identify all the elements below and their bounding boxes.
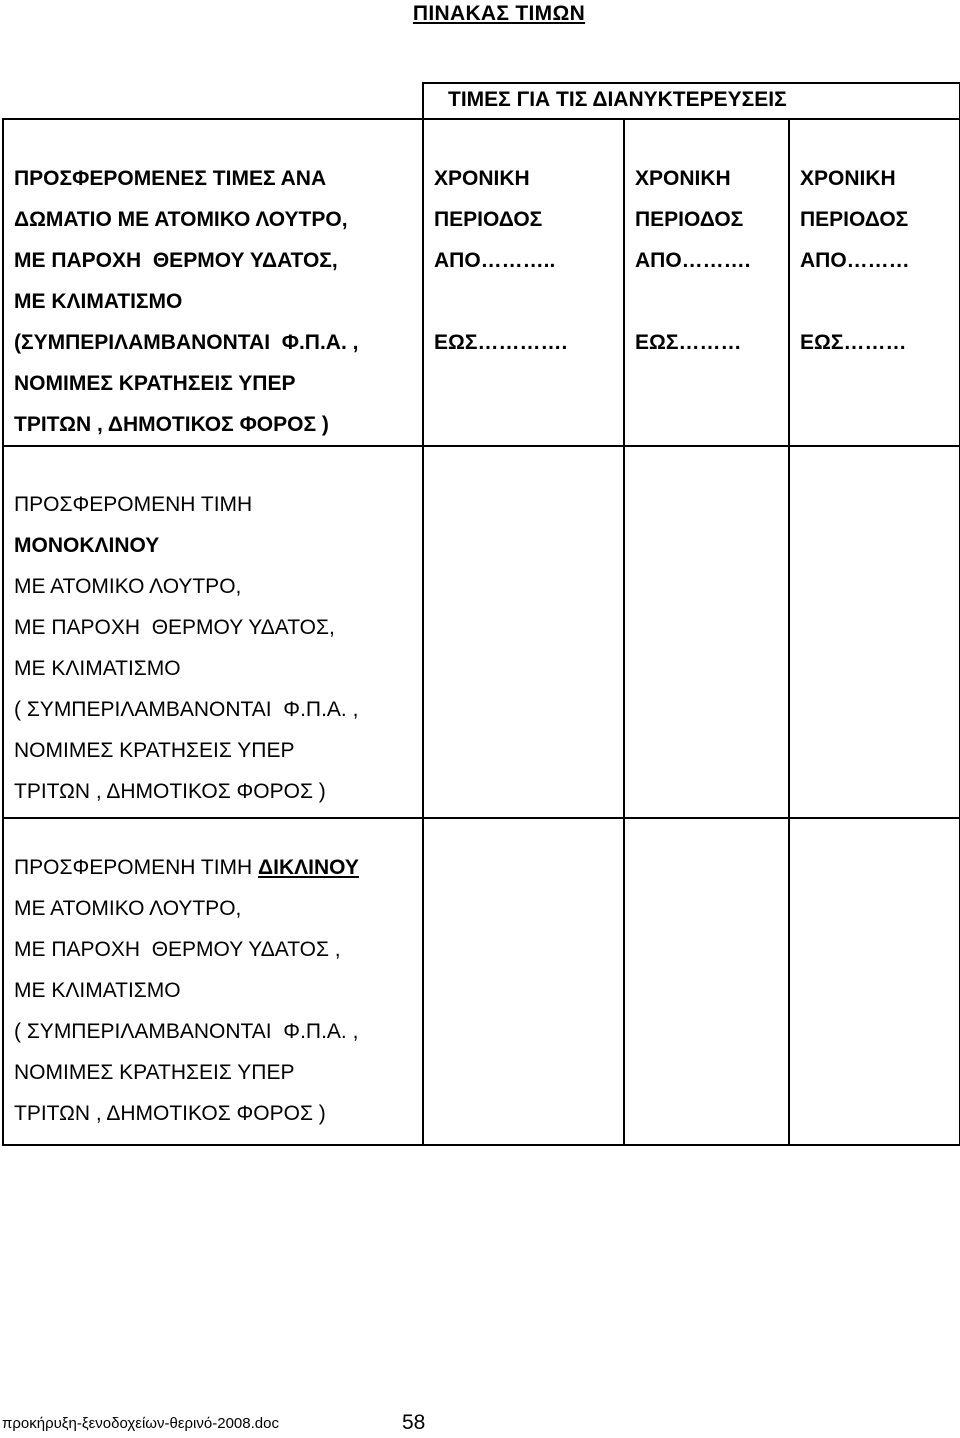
double-room-price-period-2[interactable] xyxy=(624,818,789,1145)
period-2-to: ΕΩΣ……… xyxy=(635,331,742,354)
single-room-description: ΠΡΟΣΦΕΡΟΜΕΝΗ ΤΙΜΗ ΜΟΝΟΚΛΙΝΟΥ ΜΕ ΑΤΟΜΙΚΟ ΛΟΥΤΡΟ, ΜΕ ΠΑΡΟΧΗ ΘΕΡΜΟΥ ΥΔΑΤΟΣ, ΜΕ ΚΛΙΜΑΤΙΣΜΟ ( ΣΥΜΠΕΡΙΛΑΜΒΑΝΟΝΤΑΙ Φ.Π.Α. , ΝΟΜΙΜΕΣ ΚΡΑΤΗΣΕΙΣ ΥΠΕΡ ΤΡΙΤΩΝ , ΔΗΜΟΤΙΚΟΣ ΦΟΡΟΣ ) xyxy=(3,446,423,818)
nights-prices-header: ΤΙΜΕΣ ΓΙΑ ΤΙΣ ΔΙΑΝΥΚΤΕΡΕΥΣΕΙΣ xyxy=(423,83,960,119)
header-description: ΠΡΟΣΦΕΡΟΜΕΝΕΣ ΤΙΜΕΣ ΑΝΑ ΔΩΜΑΤΙΟ ΜΕ ΑΤΟΜΙΚΟ ΛΟΥΤΡΟ, ΜΕ ΠΑΡΟΧΗ ΘΕΡΜΟΥ ΥΔΑΤΟΣ, ΜΕ ΚΛΙΜΑΤΙΣΜΟ (ΣΥΜΠΕΡΙΛΑΜΒΑΝΟΝΤΑΙ Φ.Π.Α. , ΝΟΜΙΜΕΣ ΚΡΑΤΗΣΕΙΣ ΥΠΕΡ ΤΡΙΤΩΝ , ΔΗΜΟΤΙΚΟΣ ΦΟΡΟΣ ) xyxy=(14,167,359,436)
double-room-price-period-3[interactable] xyxy=(789,818,960,1145)
single-room-price-period-2[interactable] xyxy=(624,446,789,818)
period-1-from: ΑΠΟ……….. xyxy=(434,249,556,272)
period-header-3: ΧΡΟΝΙΚΗ ΠΕΡΙΟΔΟΣ ΑΠΟ……… ΕΩΣ……… xyxy=(789,119,960,446)
blank-corner-cell xyxy=(3,83,423,119)
page-number: 58 xyxy=(402,1411,426,1434)
page-title: ΠΙΝΑΚΑΣ ΤΙΜΩΝ xyxy=(412,2,586,25)
header-row xyxy=(3,119,960,446)
period-3-to: ΕΩΣ……… xyxy=(800,331,907,354)
single-room-price-period-1[interactable] xyxy=(423,446,624,818)
price-table xyxy=(2,82,960,1146)
period-2-from: ΑΠΟ………. xyxy=(635,249,751,272)
double-room-description: ΠΡΟΣΦΕΡΟΜΕΝΗ ΤΙΜΗ ΔΙΚΛΙΝΟΥ ΜΕ ΑΤΟΜΙΚΟ ΛΟΥΤΡΟ, ΜΕ ΠΑΡΟΧΗ ΘΕΡΜΟΥ ΥΔΑΤΟΣ , ΜΕ ΚΛΙΜΑΤΙΣΜΟ ( ΣΥΜΠΕΡΙΛΑΜΒΑΝΟΝΤΑΙ Φ.Π.Α. , ΝΟΜΙΜΕΣ ΚΡΑΤΗΣΕΙΣ ΥΠΕΡ ΤΡΙΤΩΝ , ΔΗΜΟΤΙΚΟΣ ΦΟΡΟΣ ) xyxy=(3,818,423,1145)
period-header-1: ΧΡΟΝΙΚΗ ΠΕΡΙΟΔΟΣ ΑΠΟ……….. ΕΩΣ…………. xyxy=(423,119,624,446)
single-room-type: ΜΟΝΟΚΛΙΝΟΥ xyxy=(14,534,160,557)
header-description-cell xyxy=(3,119,423,446)
period-3-from: ΑΠΟ……… xyxy=(800,249,910,272)
period-1-to: ΕΩΣ…………. xyxy=(434,331,568,354)
single-room-price-period-3[interactable] xyxy=(789,446,960,818)
double-room-type: ΔΙΚΛΙΝΟΥ xyxy=(258,856,359,879)
table-row-double-room xyxy=(3,818,960,1145)
table-row-single-room xyxy=(3,446,960,818)
period-header-2: ΧΡΟΝΙΚΗ ΠΕΡΙΟΔΟΣ ΑΠΟ………. ΕΩΣ……… xyxy=(624,119,789,446)
double-room-price-period-1[interactable] xyxy=(423,818,624,1145)
super-header-row xyxy=(3,83,960,119)
footer-filename: προκήρυξη-ξενοδοχείων-θερινό-2008.doc xyxy=(2,1415,279,1432)
